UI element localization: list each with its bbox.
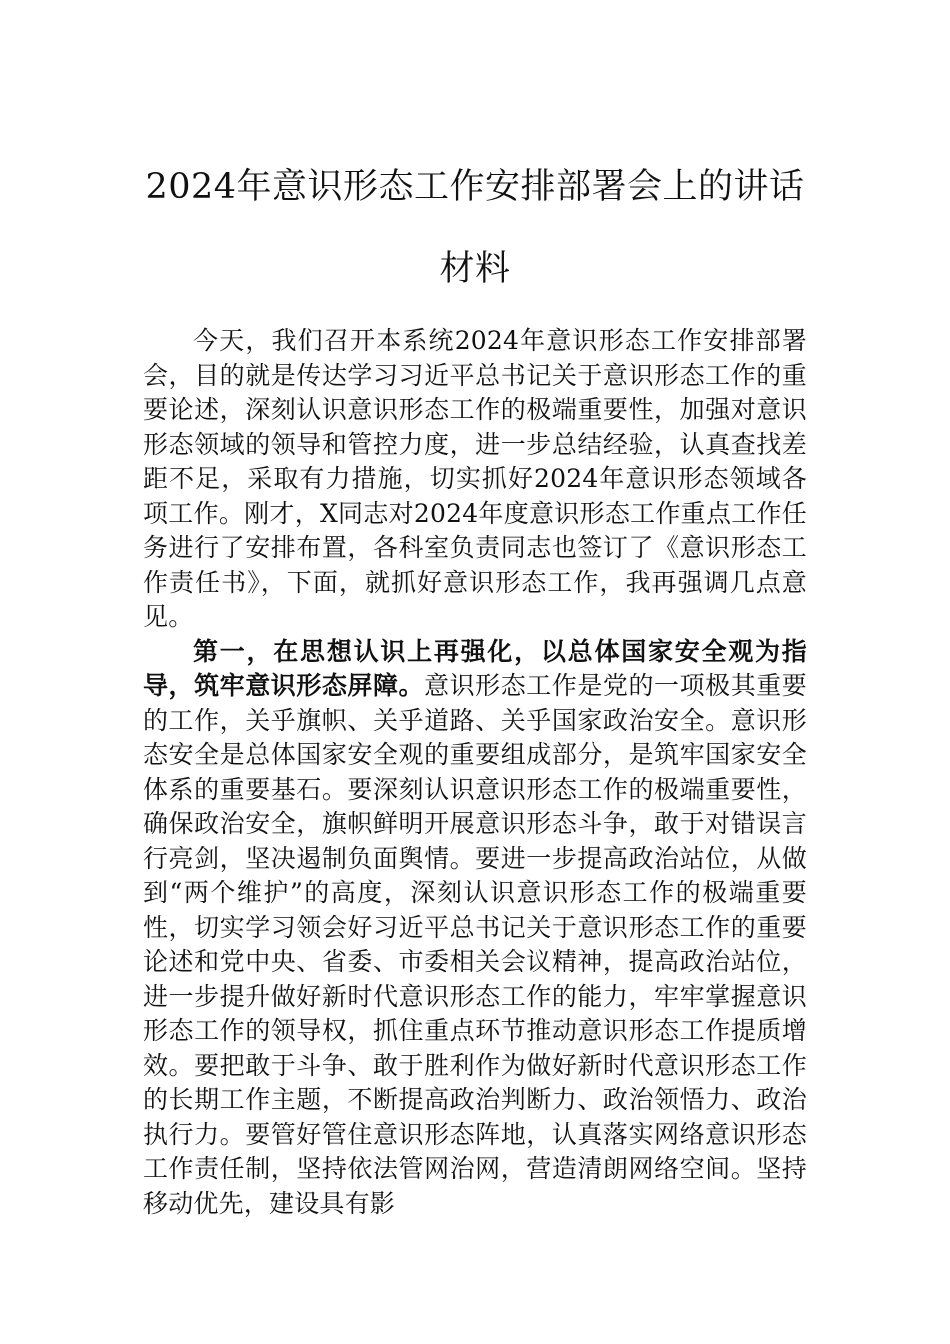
paragraph-first-point bbox=[143, 635, 807, 1222]
paragraph-intro bbox=[143, 324, 807, 635]
paragraph-first-point-text: 意识形态工作是党的一项极其重要的工作，关乎旗帜、关乎道路、关乎国家政治安全。意识形态安全是总体国家安全观的重要组成部分，是筑牢国家安全体系的重要基石。要深刻认识意识形态工作的极端重要性，确保政治安全，旗帜鲜明开展意识形态斗争，敢于对错误言行亮剑，坚决遏制负面舆情。要进一步提高政治站位，从做到“两个维护”的高度，深刻认识意识形态工作的极端重要性，切实学习领会好习近平总书记关于意识形态工作的重要论述和党中央、省委、市委相关会议精神，提高政治站位，进一步提升做好新时代意识形态工作的能力，牢牢掌握意识形态工作的领导权，抓住重点环节推动意识形态工作提质增效。要把敢于斗争、敢于胜利作为做好新时代意识形态工作的长期工作主题，不断提高政治判断力、政治领悟力、政治执行力。要管好管住意识形态阵地，认真落实网络意识形态工作责任制，坚持依法管网治网，营造清朗网络空间。坚持移动优先，建设具有影 bbox=[143, 671, 807, 1218]
title-line-2: 材料 bbox=[439, 249, 511, 289]
paragraph-lead: 第一，在思想认识上再强化，以总体国家安全观为指导，筑牢意识形态屏障。 bbox=[143, 636, 807, 700]
paragraph-intro-text: 今天，我们召开本系统2024年意识形态工作安排部署会，目的就是传达学习习近平总书记关于意识形态工作的重要论述，深刻认识意识形态工作的极端重要性，加强对意识形态领域的领导和管控力度，进一步总结经验，认真查找差距不足，采取有力措施，切实抓好2024年意识形态领域各项工作。刚才，X同志对2024年度意识形态工作重点工作任务进行了安排布置，各科室负责同志也签订了《意识形态工作责任书》，下面，就抓好意识形态工作，我再强调几点意见。 bbox=[143, 326, 807, 631]
document-title bbox=[110, 146, 840, 310]
document-body bbox=[143, 324, 807, 1221]
title-line-1: 2024年意识形态工作安排部署会上的讲话 bbox=[145, 167, 805, 207]
